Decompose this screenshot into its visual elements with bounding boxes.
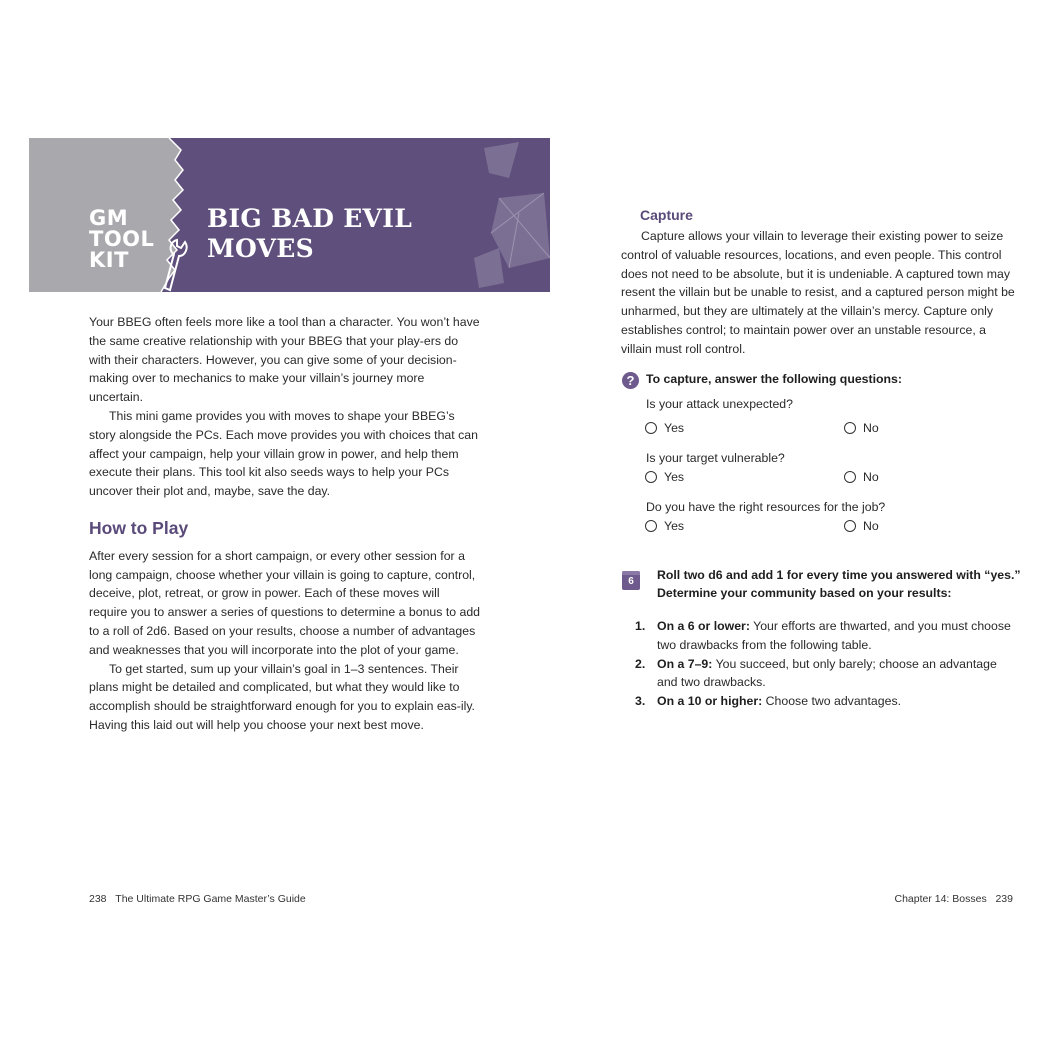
- result-text: Your efforts are thwarted, and you must choose two drawbacks from the following table.: [657, 619, 1011, 652]
- chapter-banner: [29, 138, 550, 292]
- capture-heading: Capture: [640, 207, 693, 223]
- how-to-play-heading: How to Play: [89, 517, 189, 538]
- radio-icon: [844, 471, 856, 483]
- result-label: On a 6 or lower:: [657, 619, 750, 633]
- right-footer: [894, 893, 1013, 905]
- roll-line-1: Roll two d6 and add 1 for every time you answered with “yes.”: [657, 568, 1021, 582]
- result-text: You succeed, but only barely; choose an advantage and two drawbacks.: [657, 656, 997, 690]
- radio-icon: [645, 422, 657, 434]
- chapter-title: Chapter 14: Bosses: [894, 893, 987, 905]
- question-1-no-option[interactable]: [844, 421, 879, 435]
- result-number: 2.: [635, 656, 646, 671]
- how-to-play-paragraph-2: To get started, sum up your villain’s goal in 1–3 sentences. Their plans might be detailed and complicated, but what they would like to accomplish should be straightforward enough for you to explain eas-ily. Having this laid out will help you choose your next best move.: [89, 661, 475, 732]
- page-title: [207, 204, 507, 264]
- radio-icon: [645, 520, 657, 532]
- result-item-3: [635, 692, 1013, 711]
- question-1-yes-option[interactable]: [645, 421, 684, 435]
- kit-line-2: TOOL: [89, 227, 155, 251]
- questions-intro: To capture, answer the following questions:: [646, 372, 902, 386]
- die-icon: 6: [622, 571, 640, 590]
- capture-paragraph: [621, 227, 1016, 359]
- right-page-number: 239: [995, 893, 1013, 905]
- book-title: The Ultimate RPG Game Master’s Guide: [115, 893, 306, 905]
- question-3-text: Do you have the right resources for the job?: [646, 500, 886, 514]
- intro-paragraph-2: This mini game provides you with moves to shape your BBEG’s story alongside the PCs. Each move provides you with choices that can affect your campaign, help your villain grow in power, and help them execute their plans. This tool kit also seeds ways to help your PCs uncover their plot and, maybe, save the day.: [89, 408, 478, 499]
- result-label: On a 7–9:: [657, 656, 713, 671]
- title-line-1: BIG BAD EVIL: [207, 204, 413, 233]
- left-column: [89, 313, 481, 735]
- roll-line-2: Determine your community based on your results:: [657, 586, 952, 600]
- result-number: 3.: [635, 694, 646, 709]
- option-label: No: [863, 470, 879, 484]
- question-icon: ?: [622, 372, 639, 389]
- capture-text: Capture allows your villain to leverage their existing power to seize control of valuable resources, locations, and even people. This control does not need to be absolute, but it is undeniable. A captured town may resent the villain but be unable to resist, and a captured person might be unharmed, but they are ultimately at the villain’s mercy. Capture only establishes control; to maintain power over an unstable resource, a villain must roll control.: [621, 229, 1015, 356]
- question-3-yes-option[interactable]: [645, 519, 684, 533]
- result-item-1: [635, 617, 1013, 655]
- radio-icon: [645, 471, 657, 483]
- option-label: No: [863, 421, 879, 435]
- question-2-yes-option[interactable]: [645, 470, 684, 484]
- left-footer: [89, 893, 306, 905]
- question-3-no-option[interactable]: [844, 519, 879, 533]
- question-1-text: Is your attack unexpected?: [646, 397, 793, 411]
- how-to-play-paragraph-1: After every session for a short campaign, or every other session for a long campaign, choose whether your villain is going to capture, control, deceive, plot, retreat, or grow in power. Each of these moves will require you to answer a series of questions to determine a bonus to add to a roll of 2d6. Based on your results, choose a number of advantages and weaknesses that you will incorporate into the plot of your game.: [89, 548, 481, 657]
- left-page-number: 238: [89, 893, 107, 905]
- results-list: [635, 617, 1013, 711]
- option-label: Yes: [664, 470, 685, 484]
- result-label: On a 10 or higher:: [657, 694, 763, 709]
- result-item-2: [635, 655, 1013, 693]
- radio-icon: [844, 422, 856, 434]
- roll-instruction: [657, 566, 1021, 602]
- gm-tool-kit-label: [89, 208, 169, 271]
- option-label: No: [863, 519, 879, 533]
- question-2-text: Is your target vulnerable?: [646, 451, 785, 465]
- result-number: 1.: [635, 619, 646, 633]
- radio-icon: [844, 520, 856, 532]
- title-line-2: MOVES: [207, 234, 315, 263]
- result-text: Choose two advantages.: [762, 694, 902, 709]
- option-label: Yes: [664, 421, 685, 435]
- kit-line-1: GM: [89, 206, 129, 230]
- question-2-no-option[interactable]: [844, 470, 879, 484]
- kit-line-3: KIT: [89, 248, 129, 272]
- option-label: Yes: [664, 519, 685, 533]
- intro-paragraph-1: Your BBEG often feels more like a tool than a character. You won’t have the same creative relationship with your BBEG that your play-ers do with their characters. However, you can give some of your decision-making over to mechanics to make your villain’s journey more uncertain.: [89, 315, 480, 405]
